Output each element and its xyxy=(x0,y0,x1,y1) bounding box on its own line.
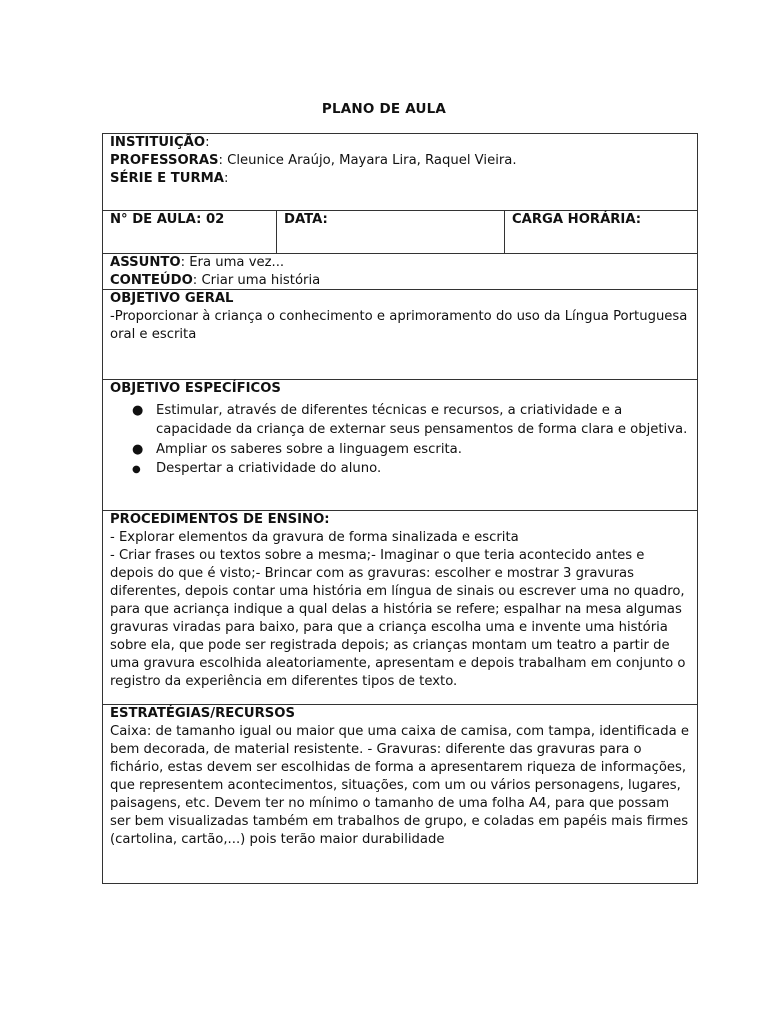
bullet-icon: ● xyxy=(132,441,144,457)
instituicao-line: INSTITUIÇÃO: xyxy=(110,135,210,150)
estrategias-row xyxy=(103,705,697,883)
objetivo-especificos-row xyxy=(103,380,697,511)
professoras-line: PROFESSORAS: Cleunice Araújo, Mayara Lira, Raquel Vieira. xyxy=(110,153,517,168)
objetivo-geral-label: OBJETIVO GERAL xyxy=(110,291,234,306)
lesson-plan-table xyxy=(102,133,698,884)
carga-horaria-cell: CARGA HORÁRIA: xyxy=(512,212,642,227)
instituicao-label: INSTITUIÇÃO xyxy=(110,135,206,150)
professoras-label: PROFESSORAS xyxy=(110,153,219,168)
assunto-line: ASSUNTO: Era uma vez... xyxy=(110,255,285,270)
identification-row xyxy=(103,134,697,211)
procedimentos-label: PROCEDIMENTOS DE ENSINO: xyxy=(110,512,330,527)
conteudo-line: CONTEÚDO: Criar uma história xyxy=(110,273,321,288)
estrategias-text: Caixa: de tamanho igual ou maior que uma caixa de camisa, com tampa, identificada e bem decorada, de material resistente. - Gravuras: diferente das gravuras para o fichário, estas devem ser escolhidas de forma a apresentarem riqueza de informações, que representem acontecimentos, situações, com um ou vários personagens, lugares, paisagens, etc. Devem ter no mínimo o tamanho de uma folha A4, para que possam ser bem visualizadas também em trabalhos de grupo, e coladas em papéis mais firmes (cartolina, cartão,...) pois terão maior durabilidade xyxy=(110,724,689,847)
aula-number-cell: N° DE AULA: 02 xyxy=(103,211,277,253)
serie-label: SÉRIE E TURMA xyxy=(110,171,224,186)
estrategias-label: ESTRATÉGIAS/RECURSOS xyxy=(110,706,296,721)
conteudo-value: Criar uma história xyxy=(201,273,321,288)
serie-line: SÉRIE E TURMA: xyxy=(110,171,229,186)
bullet-icon: ● xyxy=(132,403,144,418)
objetivo-especificos-label: OBJETIVO ESPECÍFICOS xyxy=(110,381,281,396)
list-item: ● Estimular, através de diferentes técnicas e recursos, a criatividade e a capacidade da criança de externar seus pensamentos de forma clara e objetiva. xyxy=(132,403,688,438)
aula-row xyxy=(103,211,697,254)
professoras-value: Cleunice Araújo, Mayara Lira, Raquel Vieira. xyxy=(227,153,517,168)
bullet-icon: ● xyxy=(132,463,141,475)
list-item: ● Ampliar os saberes sobre a linguagem escrita. xyxy=(156,440,690,459)
objetivo-geral-row xyxy=(103,290,697,380)
assunto-row xyxy=(103,254,697,290)
assunto-value: Era uma vez... xyxy=(189,255,285,270)
procedimentos-line-1: - Explorar elementos da gravura de forma sinalizada e escrita xyxy=(110,530,519,545)
page-title: PLANO DE AULA xyxy=(321,101,447,117)
procedimentos-line-2: - Criar frases ou textos sobre a mesma;- Imaginar o que teria acontecido antes e depois do que é visto;- Brincar com as gravuras: escolher e mostrar 3 gravuras diferentes, depois contar uma história em língua de sinais ou escrever uma no quadro, para que acriança indique a qual delas a história se refere; espalhar na mesa algumas gravuras viradas para baixo, para que a criança escolha uma e invente uma história sobre ela, que pode ser registrada depois; as crianças montam um teatro a partir de uma gravura escolhida aleatoriamente, apresentam e depois trabalham em conjunto o registro da experiência em diferentes tipos de texto. xyxy=(110,548,686,689)
data-cell: DATA: xyxy=(277,211,505,253)
assunto-label: ASSUNTO xyxy=(110,255,181,270)
objetivo-geral-text: -Proporcionar à criança o conhecimento e aprimoramento do uso da Língua Portuguesa oral e escrita xyxy=(110,309,688,342)
conteudo-label: CONTEÚDO xyxy=(110,273,193,288)
procedimentos-row xyxy=(103,511,697,705)
list-item: ● Despertar a criatividade do aluno. xyxy=(156,459,690,478)
objetivo-especificos-list xyxy=(110,401,690,478)
